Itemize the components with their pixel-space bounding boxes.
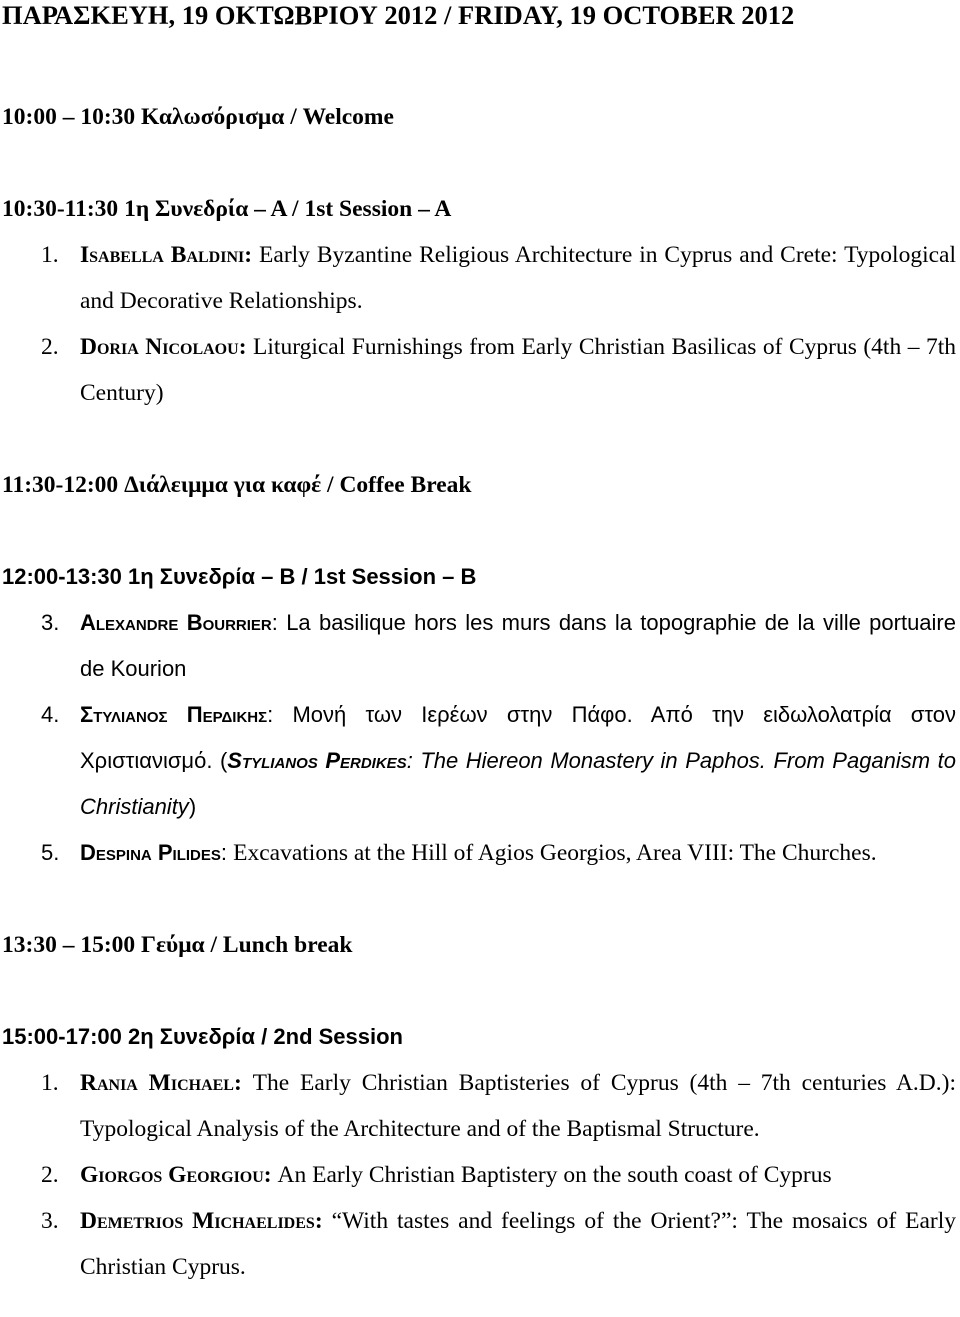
- item-author: Rania Michael: [80, 1070, 234, 1096]
- slot-label: Διάλειμμα για καφέ / Coffee Break: [124, 472, 472, 498]
- item-title: Μονή των Ιερέων στην Πάφο. Από την ειδωλολατρία στον Χριστιανισμό.: [80, 702, 956, 773]
- item-author: Στυλιανος Περδικης: [80, 702, 268, 727]
- item-separator: :: [271, 610, 287, 635]
- item-separator: :: [267, 702, 293, 727]
- slot-time: 10:30-11:30: [2, 196, 119, 222]
- item-author: Despina Pilides: [80, 840, 221, 865]
- session-a-heading: [2, 186, 956, 232]
- slot-label: 1η Συνεδρία – Β / 1st Session – B: [128, 564, 477, 589]
- session-2-list: [2, 1060, 956, 1290]
- slot-time: 10:00 – 10:30: [2, 104, 136, 130]
- slot-time: 12:00-13:30: [2, 564, 122, 589]
- slot-label: 1η Συνεδρία – Α / 1st Session – A: [124, 196, 452, 222]
- item-author: Doria Nicolaou: [80, 334, 239, 360]
- item-number: 1.: [41, 1070, 59, 1096]
- item-number: 5.: [41, 840, 60, 865]
- item-number: 4.: [41, 702, 60, 727]
- item-title: Excavations at the Hill of Agios Georgios, Area VIII: The Churches.: [233, 840, 877, 866]
- item-author: Giorgos Georgiou: [80, 1162, 264, 1188]
- list-item: [2, 232, 956, 324]
- lunch-slot: [2, 922, 956, 968]
- list-item: [2, 324, 956, 416]
- item-separator: :: [263, 1162, 278, 1188]
- list-item: [2, 1152, 956, 1198]
- item-alt-title: : The Hiereon Monastery in Paphos. From Paganism to Christianity: [80, 748, 956, 819]
- list-item: [2, 830, 956, 876]
- day-heading: ΠΑΡΑΣΚΕΥΗ, 19 ΟΚΤΩΒΡΙΟΥ 2012 / FRIDAY, 19 OCTOBER 2012: [2, 0, 795, 30]
- item-separator: :: [244, 242, 260, 268]
- item-title: The Early Christian Baptisteries of Cyprus (4th – 7th centuries A.D.): Typological Analysis of the Architecture and of the Baptismal Structure.: [80, 1070, 957, 1142]
- item-author: Alexandre Bourrier: [80, 610, 272, 635]
- item-separator: :: [220, 840, 234, 865]
- item-title: “With tastes and feelings of the Orient?”: The mosaics of Early Christian Cyprus.: [80, 1208, 956, 1280]
- list-item: [2, 600, 956, 692]
- session-b-list: [2, 600, 956, 876]
- slot-label: Καλωσόρισμα / Welcome: [141, 104, 394, 130]
- slot-time: 15:00-17:00: [2, 1024, 122, 1049]
- welcome-slot: [2, 94, 956, 140]
- slot-time: 13:30 – 15:00: [2, 932, 136, 958]
- list-item: [2, 692, 956, 830]
- item-number: 3.: [41, 1208, 59, 1234]
- session-b-heading: [2, 554, 956, 600]
- slot-label: Γεύμα / Lunch break: [141, 932, 353, 958]
- item-alt-author: Stylianos Perdikes: [227, 748, 407, 773]
- slot-time: 11:30-12:00: [2, 472, 119, 498]
- item-number: 3.: [41, 610, 60, 635]
- list-item: [2, 1060, 956, 1152]
- item-separator: :: [233, 1070, 253, 1096]
- item-title: An Early Christian Baptistery on the south coast of Cyprus: [277, 1162, 832, 1188]
- coffee-slot: [2, 462, 956, 508]
- item-number: 2.: [41, 334, 59, 360]
- item-author: Isabella Baldini: [80, 242, 245, 268]
- item-separator: :: [238, 334, 254, 360]
- item-title: Early Byzantine Religious Architecture in Cyprus and Crete: Typological and Decorative Relationships.: [80, 242, 956, 314]
- item-alt-open: (: [219, 748, 228, 773]
- item-author: Demetrios Michaelides: [80, 1208, 315, 1234]
- session-2-heading: [2, 1014, 956, 1060]
- list-item: [2, 1198, 956, 1290]
- item-title: Liturgical Furnishings from Early Christian Basilicas of Cyprus (4th – 7th Century): [80, 334, 956, 406]
- item-alt-close: ): [188, 794, 197, 819]
- item-separator: :: [314, 1208, 332, 1234]
- item-number: 2.: [41, 1162, 59, 1188]
- item-title: La basilique hors les murs dans la topographie de la ville portuaire de Kourion: [80, 610, 956, 681]
- session-a-list: [2, 232, 956, 416]
- slot-label: 2η Συνεδρία / 2nd Session: [128, 1024, 403, 1049]
- item-number: 1.: [41, 242, 59, 268]
